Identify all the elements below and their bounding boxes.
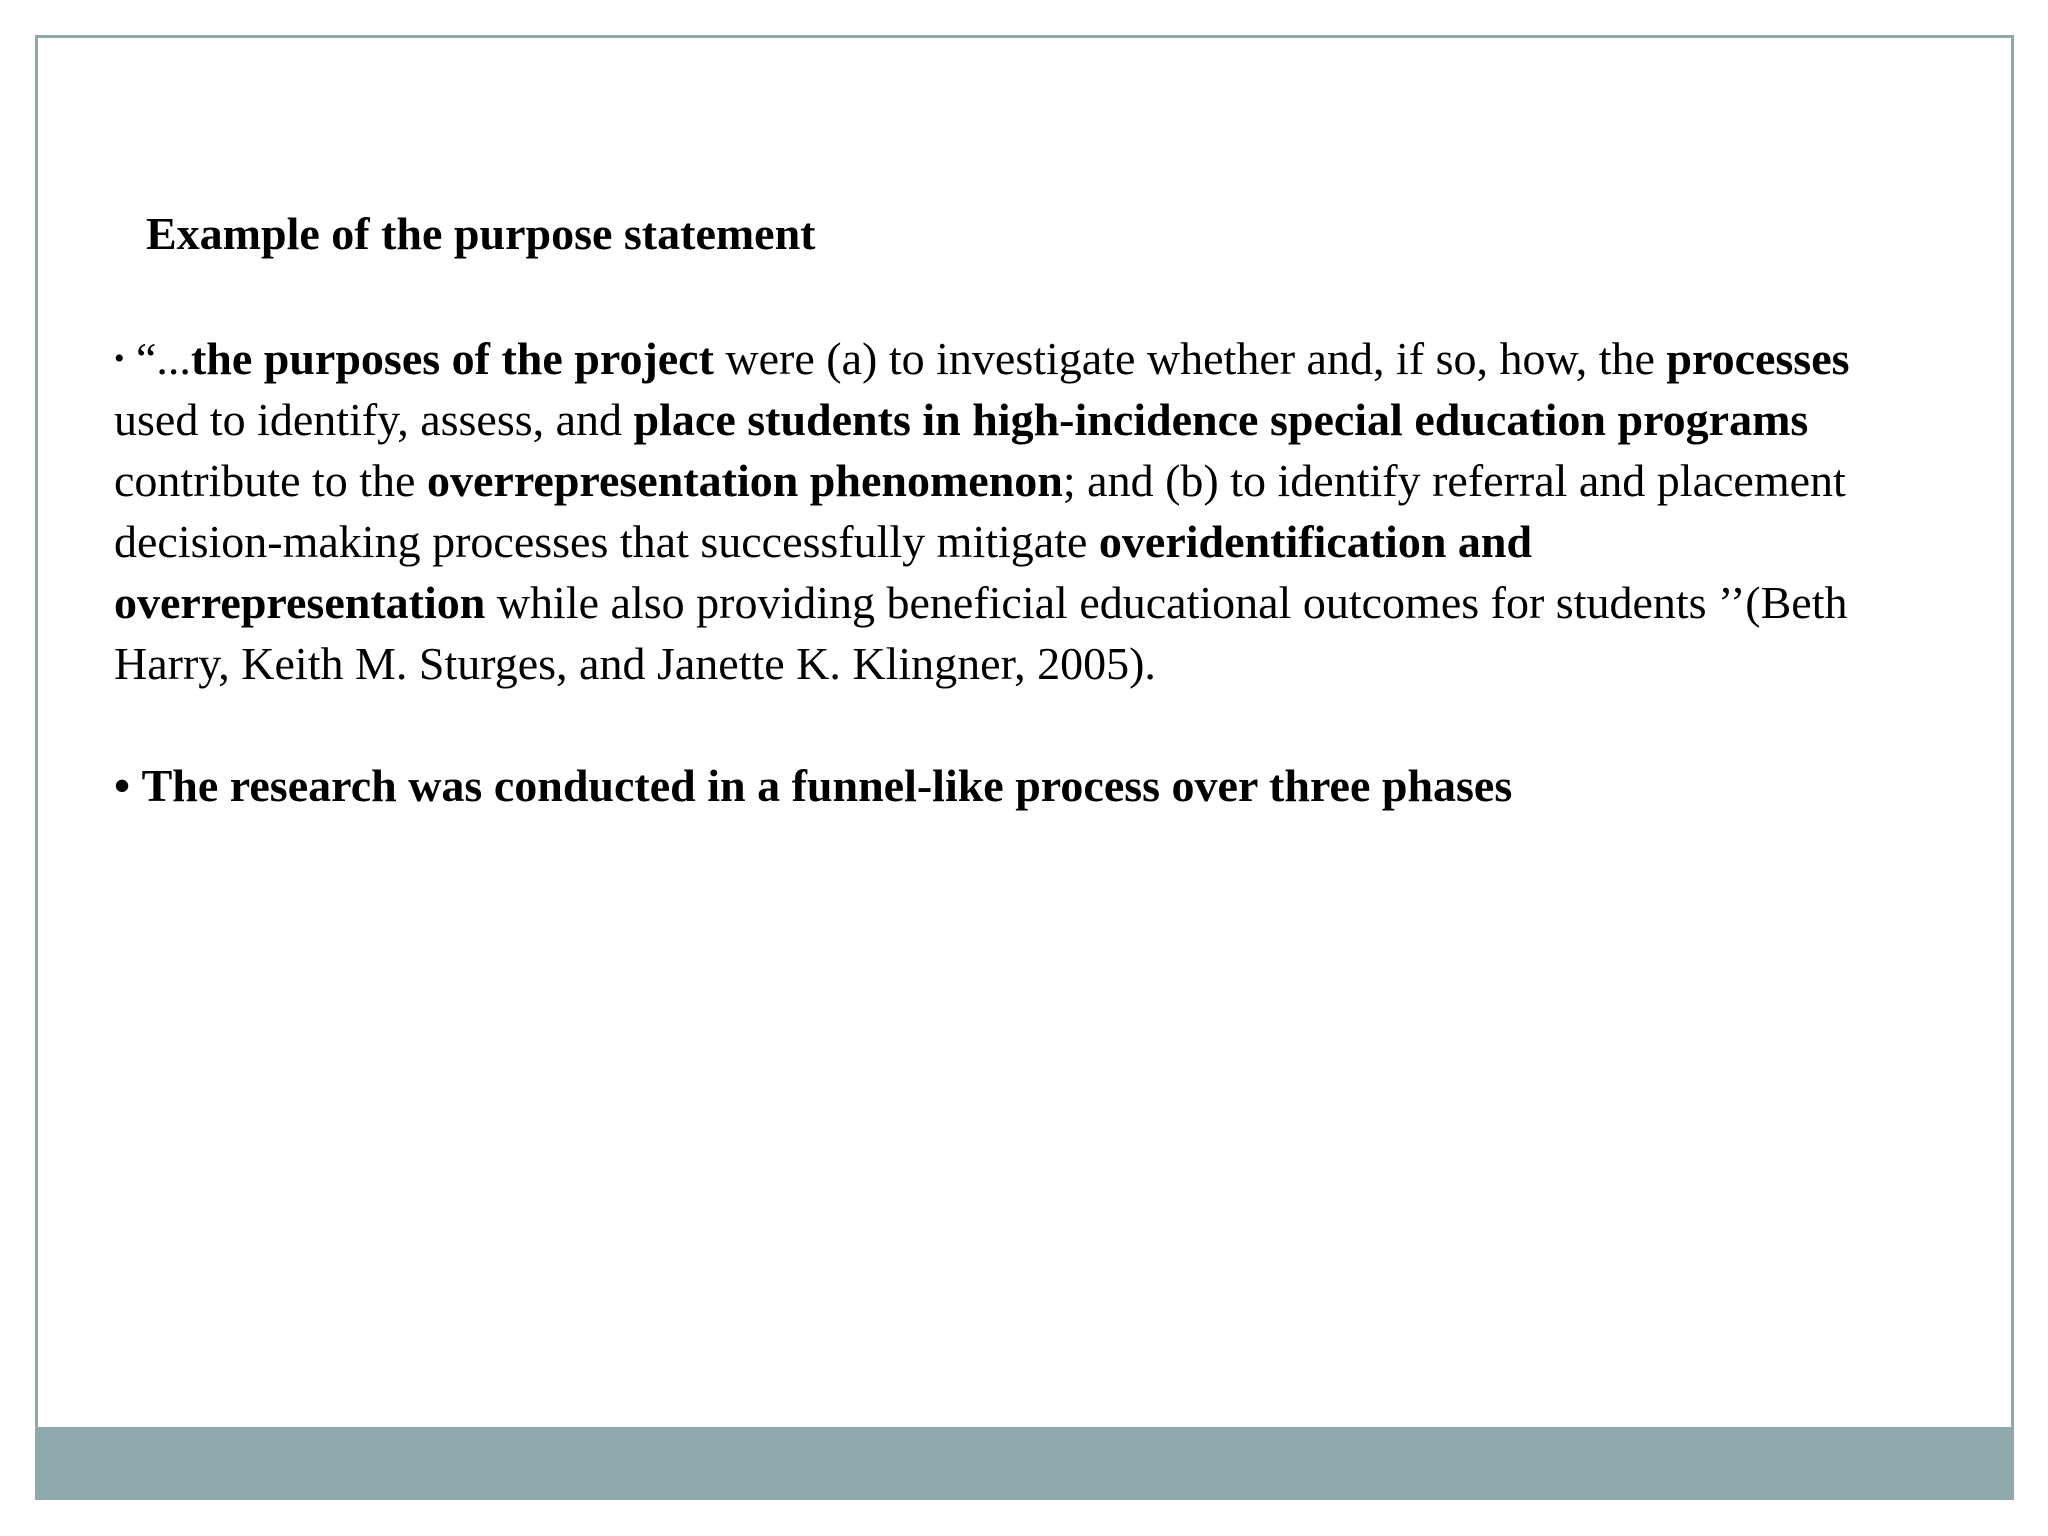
bullet-icon: •	[114, 342, 125, 375]
quote-open-text: “...	[136, 333, 191, 384]
quote-text: ; and (b) to identify referral and placement decision-making processes that successfully mitigate	[114, 455, 1846, 567]
quote-text: used to identify, assess, and	[114, 394, 634, 445]
purpose-quote-paragraph	[114, 328, 1914, 694]
bold-phrase-overidentification: overidentification and overrepresentation	[114, 516, 1533, 628]
research-summary-paragraph	[114, 755, 1914, 816]
footer-band	[38, 1427, 2011, 1497]
quote-citation-text: while also providing beneficial educational outcomes for students ’’(Beth Harry, Keith M. Sturges, and Janette K. Klingner, 2005).	[114, 577, 1848, 689]
quote-text: contribute to the	[114, 455, 427, 506]
slide-heading: Example of the purpose statement	[146, 208, 816, 259]
research-summary-text: The research was conducted in a funnel-like process over three phases	[141, 760, 1513, 811]
bold-phrase-overrepresentation: overrepresentation phenomenon	[426, 455, 1063, 506]
bullet-icon: •	[114, 760, 131, 811]
quote-text: were (a) to investigate whether and, if so, how, the	[713, 333, 1667, 384]
slide-frame	[35, 35, 2014, 1500]
bold-phrase-placement: place students in high-incidence special education programs	[633, 394, 1809, 445]
slide-body	[114, 328, 1914, 816]
bold-phrase-purposes: the purposes of the project	[190, 333, 714, 384]
bold-phrase-processes: processes	[1666, 333, 1850, 384]
